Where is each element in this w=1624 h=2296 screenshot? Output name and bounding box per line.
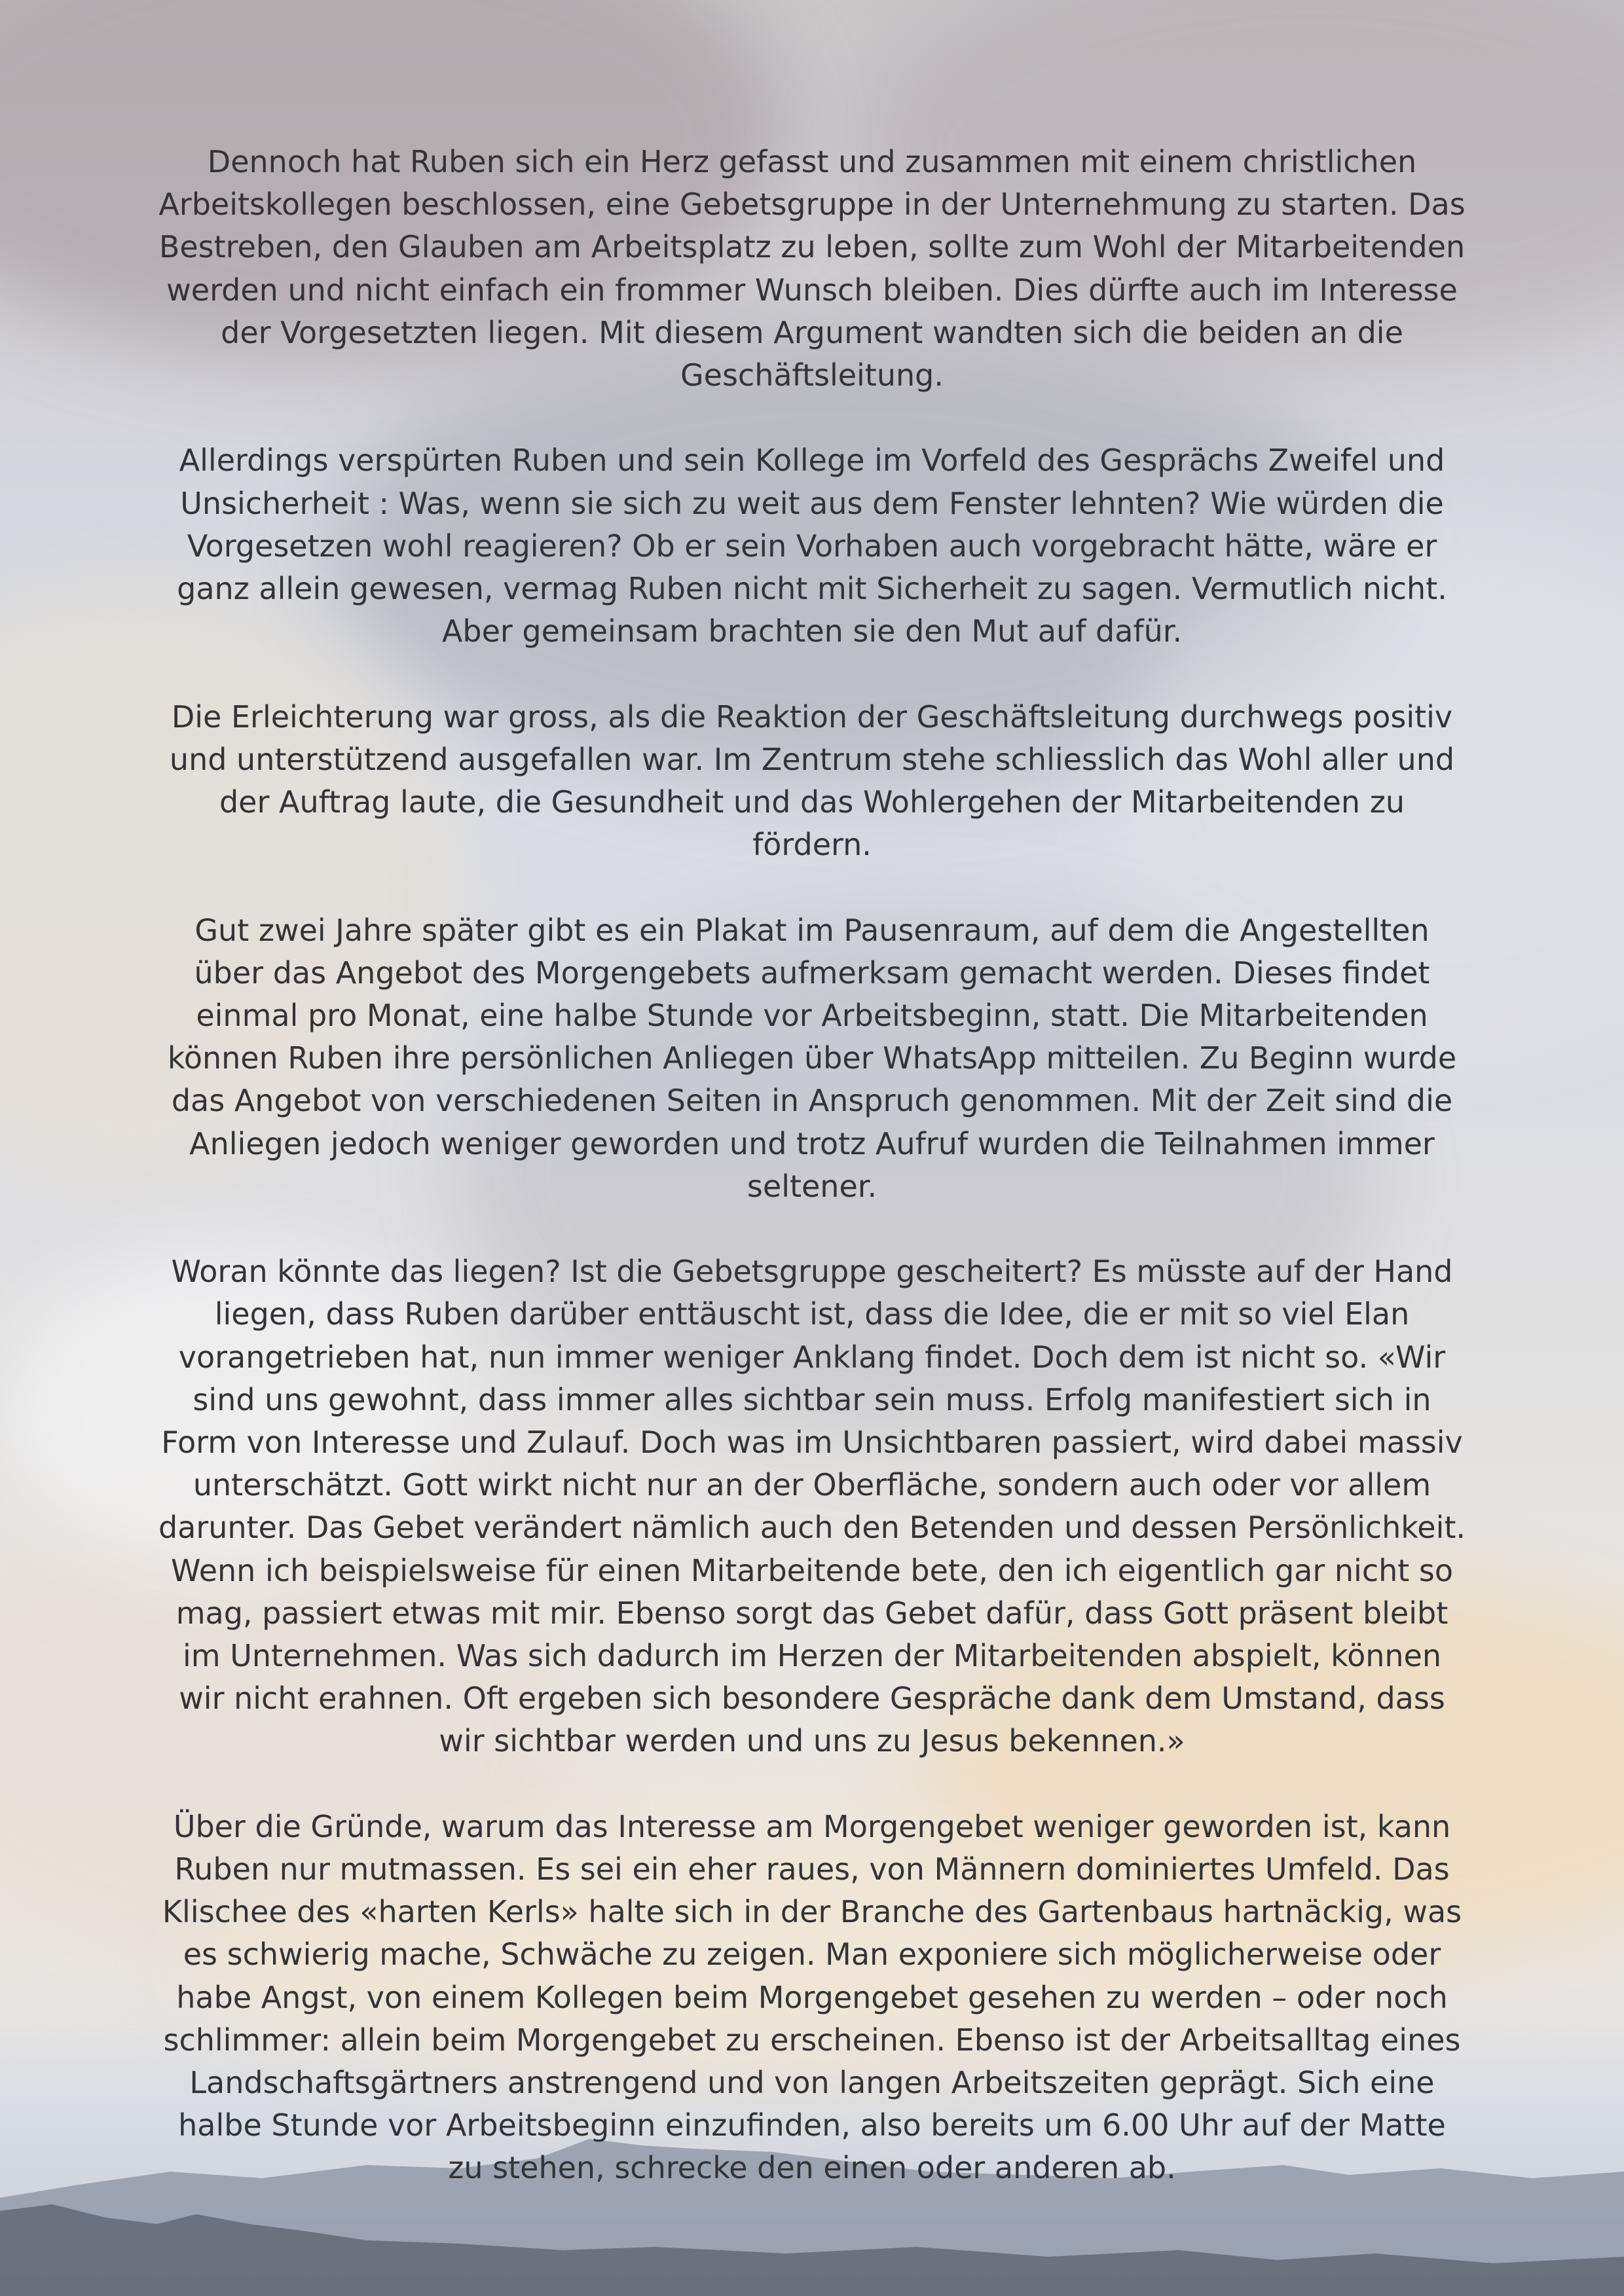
paragraph: Dennoch hat Ruben sich ein Herz gefasst und zusammen mit einem christlichen Arbeitskollegen beschlossen, eine Gebetsgruppe in der Unternehmung zu starten. Das Bestreben, den Glauben am Arbeitsplatz zu leben, sollte zum Wohl der Mitarbeitenden werden und nicht einfach ein frommer Wunsch bleiben. Dies dürfte auch im Interesse der Vorgesetzten liegen. Mit diesem Argument wandten sich die beiden an die Geschäftsleitung. <box>158 144 1466 393</box>
article-body <box>157 141 1467 2190</box>
paragraph: Gut zwei Jahre später gibt es ein Plakat im Pausenraum, auf dem die Angestellten über das Angebot des Morgengebets aufmerksam gemacht werden. Dieses findet einmal pro Monat, eine halbe Stunde vor Arbeitsbeginn, statt. Die Mitarbeitenden können Ruben ihre persönlichen Anliegen über WhatsApp mitteilen. Zu Beginn wurde das Angebot von verschiedenen Seiten in Anspruch genommen. Mit der Zeit sind die Anliegen jedoch weniger geworden und trotz Aufruf wurden die Teilnahmen immer seltener. <box>167 912 1457 1204</box>
paragraph: Allerdings verspürten Ruben und sein Kollege im Vorfeld des Gesprächs Zweifel und Unsicherheit : Was, wenn sie sich zu weit aus dem Fenster lehnten? Wie würden die Vorgesetzen wohl reagieren? Ob er sein Vorhaben auch vorgebracht hätte, wäre er ganz allein gewesen, vermag Ruben nicht mit Sicherheit zu sagen. Vermutlich nicht. Aber gemeinsam brachten sie den Mut auf dafür. <box>177 443 1447 649</box>
paragraph: Woran könnte das liegen? Ist die Gebetsgruppe gescheitert? Es müsste auf der Hand liegen, dass Ruben darüber enttäuscht ist, dass die Idee, die er mit so viel Elan vorangetrieben hat, nun immer weniger Anklang findet. Doch dem ist nicht so. «Wir sind uns gewohnt, dass immer alles sichtbar sein muss. Erfolg manifestiert sich in Form von Interesse und Zulauf. Doch was im Unsichtbaren passiert, wird dabei massiv unterschätzt. Gott wirkt nicht nur an der Oberfläche, sondern auch oder vor allem darunter. Das Gebet verändert nämlich auch den Betenden und dessen Persönlichkeit. Wenn ich beispielsweise für einen Mitarbeitende bete, den ich eigentlich gar nicht so mag, passiert etwas mit mir. Ebenso sorgt das Gebet dafür, dass Gott präsent bleibt im Unternehmen. Was sich dadurch im Herzen der Mitarbeitenden abspielt, können wir nicht erahnen. Oft ergeben sich besondere Gespräche dank dem Umstand, dass wir sichtbar werden und uns zu Jesus bekennen.» <box>158 1254 1466 1759</box>
paragraph: Die Erleichterung war gross, als die Reaktion der Geschäftsleitung durchwegs positiv und unterstützend ausgefallen war. Im Zentrum stehe schliesslich das Wohl aller und der Auftrag laute, die Gesundheit und das Wohlergehen der Mitarbeitenden zu fördern. <box>169 699 1455 863</box>
paragraph: Über die Gründe, warum das Interesse am Morgengebet weniger geworden ist, kann Ruben nur mutmassen. Es sei ein eher raues, von Männern dominiertes Umfeld. Das Klischee des «harten Kerls» halte sich in der Branche des Gartenbaus hartnäckig, was es schwierig mache, Schwäche zu zeigen. Man exponiere sich möglicherweise oder habe Angst, von einem Kollegen beim Morgengebet gesehen zu werden – oder noch schlimmer: allein beim Morgengebet zu erscheinen. Ebenso ist der Arbeitsalltag eines Landschaftsgärtners anstrengend und von langen Arbeitszeiten geprägt. Sich eine halbe Stunde vor Arbeitsbeginn einzufinden, also bereits um 6.00 Uhr auf der Matte zu stehen, schrecke den einen oder anderen ab. <box>162 1808 1462 2186</box>
